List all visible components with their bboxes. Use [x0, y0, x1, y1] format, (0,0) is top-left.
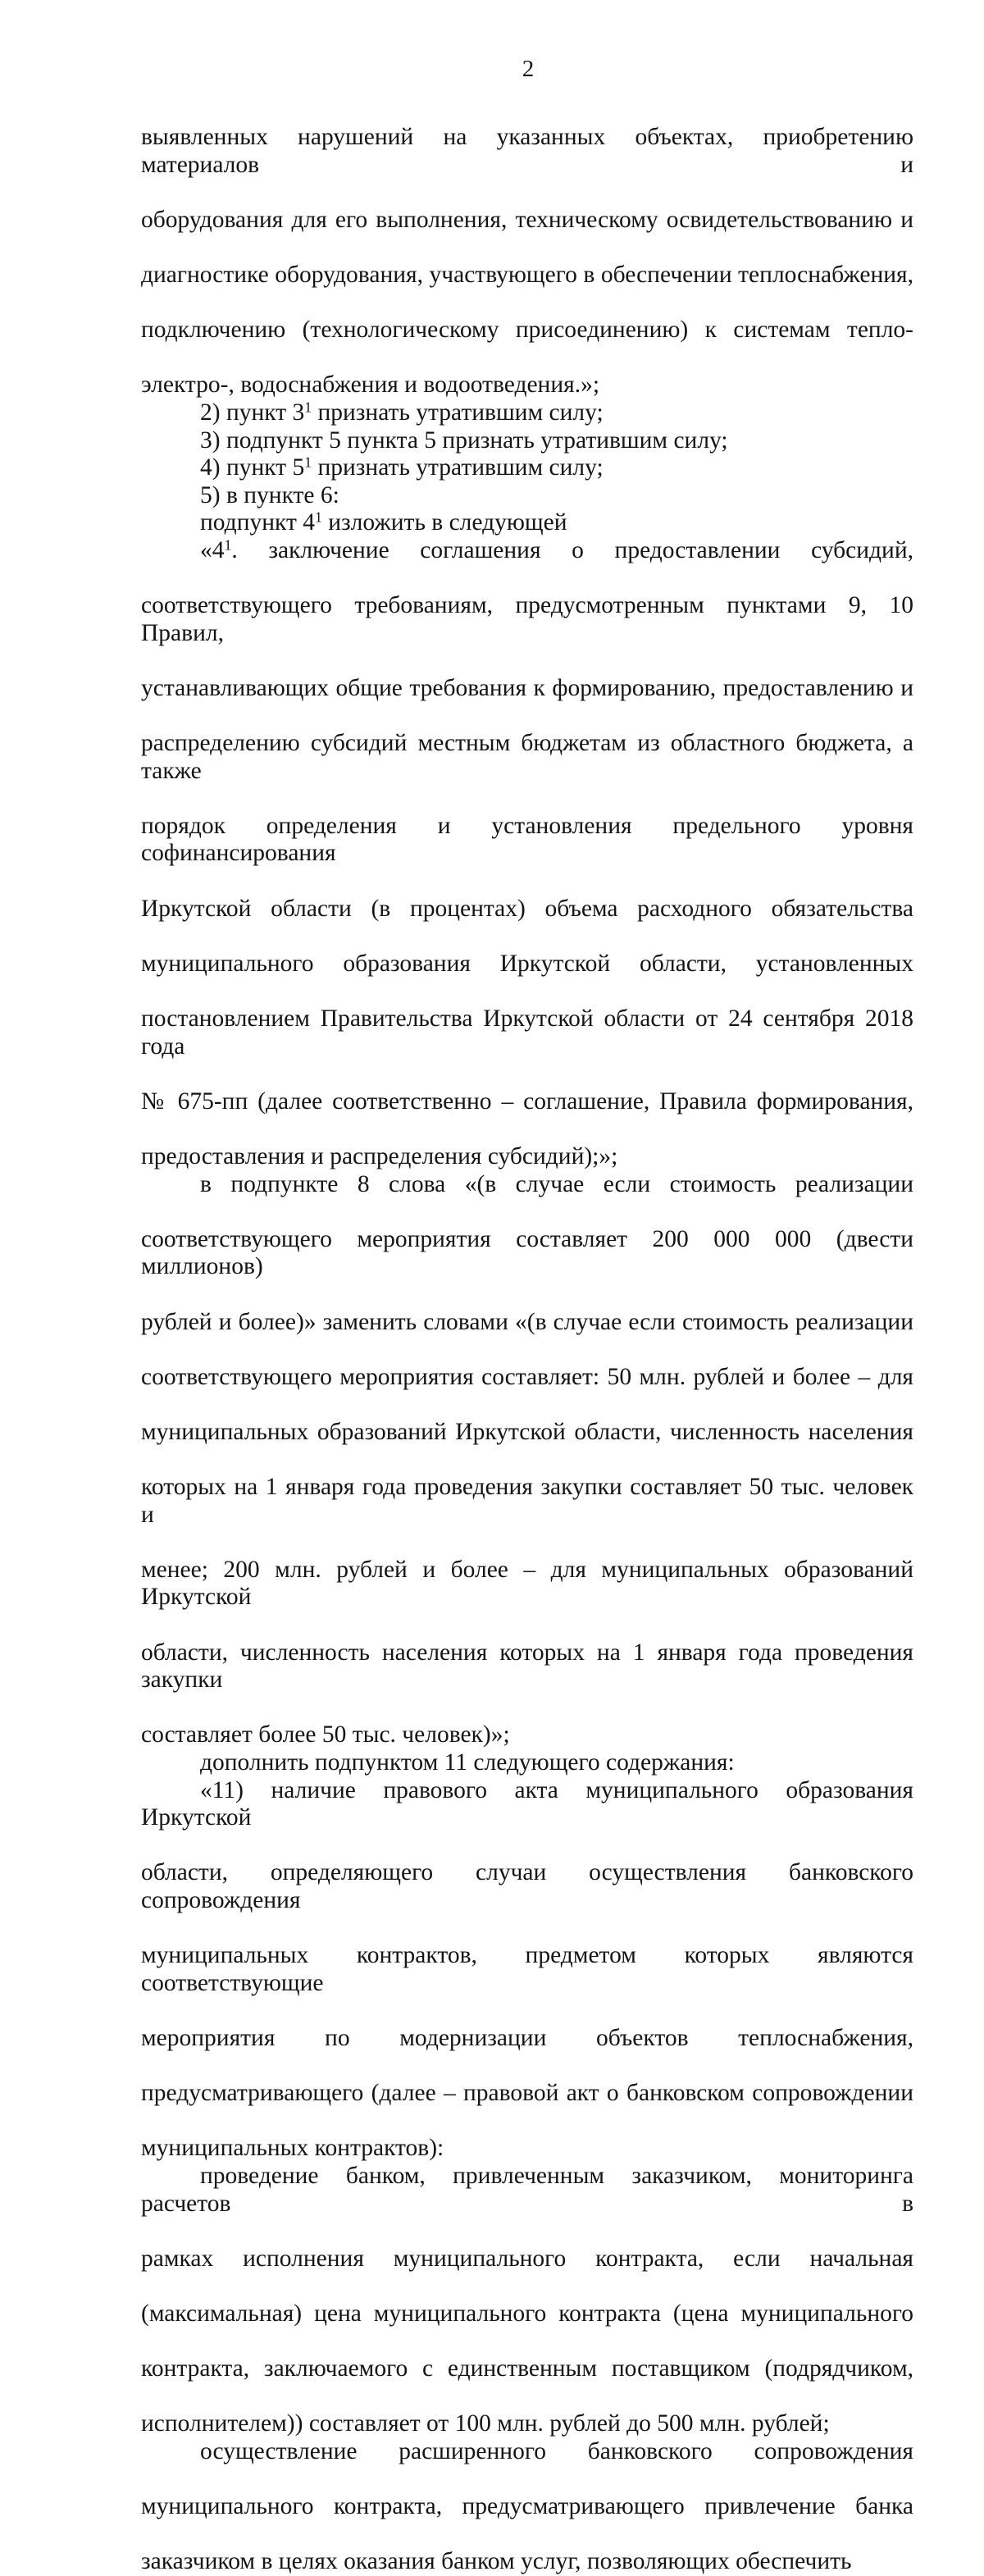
paragraph-10-line-4: мероприятия по модернизации объектов теплоснабжения,	[141, 2024, 913, 2051]
paragraph-8-line-5: муниципальных образований Иркутской области, численность населения	[141, 1418, 913, 1445]
superscript-index: 1	[224, 536, 232, 554]
paragraph-8-line-2: соответствующего мероприятия составляет 200 000 000 (двести миллионов)	[141, 1225, 913, 1280]
superscript-index: 1	[304, 454, 312, 471]
paragraph-8-line-7: менее; 200 млн. рублей и более – для муниципальных образований Иркутской	[141, 1556, 913, 1611]
paragraph-2-line-1: 2) пункт $3^1$ признать утратившим силу;	[200, 399, 604, 426]
paragraph-10-line-3: муниципальных контрактов, предметом которых являются соответствующие	[141, 1942, 913, 1996]
page-number: 2	[522, 56, 535, 82]
paragraph-6-line-1: подпункт $4^1$ изложить в следующей	[200, 508, 567, 536]
paragraph-8-line-6: которых на 1 января года проведения закупки составляет 50 тыс. человек и	[141, 1474, 913, 1528]
paragraph-10-line-5: предусматривающего (далее – правовой акт о банковском сопровождении	[141, 2080, 913, 2107]
paragraph-1-line-4: подключению (технологическому присоединению) к системам тепло-	[141, 317, 913, 344]
paragraph-7-line-7: муниципального образования Иркутской области, установленных	[141, 950, 913, 977]
paragraph-11-line-5: исполнителем)) составляет от 100 млн. рублей до 500 млн. рублей;	[141, 2410, 830, 2437]
superscript-index: 1	[314, 508, 322, 526]
paragraph-7-line-4: распределению субсидий местным бюджетам из областного бюджета, а также	[141, 730, 913, 784]
paragraph-7-line-5: порядок определения и установления предельного уровня софинансирования	[141, 812, 913, 867]
paragraph-11-line-1: проведение банком, привлеченным заказчиком, мониторинга расчетов в	[141, 2162, 913, 2217]
paragraph-7-line-6: Иркутской области (в процентах) объема расходного обязательства	[141, 895, 913, 922]
paragraph-9-line-1: дополнить подпунктом 11 следующего содержания:	[200, 1749, 735, 1776]
paragraph-11-line-3: (максимальная) цена муниципального контракта (цена муниципального	[141, 2300, 913, 2327]
paragraph-7-line-1: «$4^1$. заключение соглашения о предоставлении субсидий,	[200, 536, 913, 563]
paragraph-8-line-4: соответствующего мероприятия составляет: 50 млн. рублей и более – для	[141, 1363, 913, 1390]
paragraph-7-line-10: предоставления и распределения субсидий);»;	[141, 1142, 618, 1169]
paragraph-11-line-4: контракта, заключаемого с единственным поставщиком (подрядчиком,	[141, 2355, 913, 2382]
paragraph-8-line-9: составляет более 50 тыс. человек)»;	[141, 1721, 510, 1748]
paragraph-12-line-2: муниципального контракта, предусматривающего привлечение банка	[141, 2493, 913, 2520]
paragraph-7-line-9: № 675-пп (далее соответственно – соглашение, Правила формирования,	[141, 1087, 913, 1115]
paragraph-4-line-1: 4) пункт $5^1$ признать утратившим силу;	[200, 454, 604, 481]
paragraph-8-line-1: в подпункте 8 слова «(в случае если стоимость реализации	[200, 1170, 913, 1197]
paragraph-5-line-1: 5) в пункте 6:	[200, 481, 339, 508]
paragraph-7-line-3: устанавливающих общие требования к формированию, предоставлению и	[141, 674, 913, 701]
paragraph-1-line-5: электро-, водоснабжения и водоотведения.»;	[141, 372, 600, 399]
superscript-index: 1	[304, 399, 312, 416]
paragraph-10-line-1: «11) наличие правового акта муниципального образования Иркутской	[141, 1776, 913, 1831]
paragraph-1-line-2: оборудования для его выполнения, техническому освидетельствованию и	[141, 206, 913, 233]
paragraph-7-line-8: постановлением Правительства Иркутской области от 24 сентября 2018 года	[141, 1005, 913, 1060]
document-body	[141, 124, 913, 2576]
paragraph-3-line-1: 3) подпункт 5 пункта 5 признать утратившим силу;	[200, 426, 728, 454]
paragraph-8-line-8: области, численность населения которых на 1 января года проведения закупки	[141, 1639, 913, 1694]
paragraph-10-line-6: муниципальных контрактов):	[141, 2135, 444, 2162]
paragraph-11-line-2: рамках исполнения муниципального контракта, если начальная	[141, 2245, 913, 2272]
paragraph-1-line-1: выявленных нарушений на указанных объектах, приобретению материалов и	[141, 124, 913, 178]
paragraph-7-line-2: соответствующего требованиям, предусмотренным пунктами 9, 10 Правил,	[141, 592, 913, 646]
paragraph-12-line-1: осуществление расширенного банковского сопровождения	[200, 2437, 913, 2464]
paragraph-1-line-3: диагностике оборудования, участвующего в обеспечении теплоснабжения,	[141, 261, 913, 288]
paragraph-8-line-3: рублей и более)» заменить словами «(в случае если стоимость реализации	[141, 1308, 913, 1335]
paragraph-10-line-2: области, определяющего случаи осуществления банковского сопровождения	[141, 1859, 913, 1913]
paragraph-12-line-3: заказчиком в целях оказания банком услуг, позволяющих обеспечить	[141, 2548, 852, 2575]
